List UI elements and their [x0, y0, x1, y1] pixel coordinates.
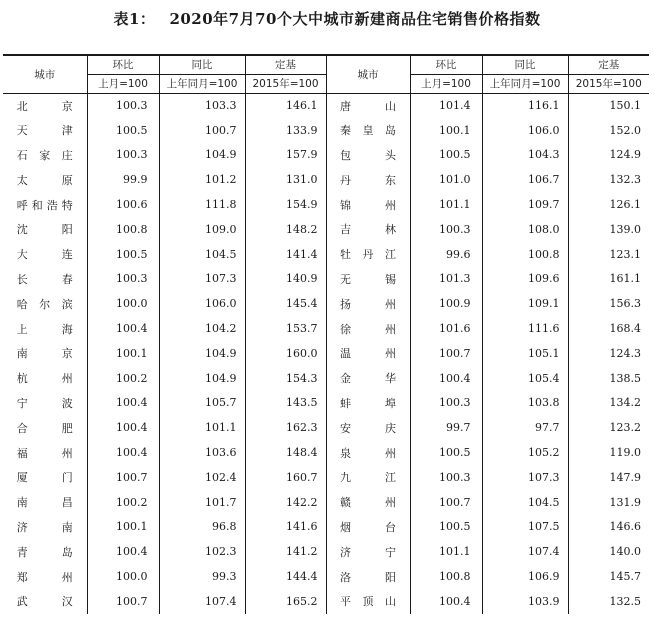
city-name: 杭州 [16, 372, 73, 386]
city-name: 泉州 [340, 446, 396, 460]
yoy-index-cell: 106.9 [482, 564, 568, 589]
mom-index-cell: 100.7 [87, 589, 159, 614]
city-name-cell [326, 539, 410, 564]
city-name-cell [3, 515, 87, 540]
city-name: 青岛 [16, 545, 73, 559]
fixed-base-index-cell: 148.2 [245, 217, 326, 242]
city-name: 安庆 [340, 421, 396, 435]
mom-index-cell: 101.3 [410, 267, 482, 292]
table-title-prefix: 表1： [113, 10, 156, 28]
mom-index-cell: 100.3 [87, 143, 159, 168]
mom-index-cell: 100.6 [87, 192, 159, 217]
fixed-base-index-cell: 154.9 [245, 192, 326, 217]
yoy-index-cell: 104.5 [482, 490, 568, 515]
city-name-cell [326, 192, 410, 217]
city-name-cell [326, 564, 410, 589]
city-name: 徐州 [340, 322, 396, 336]
mom-index-cell: 100.4 [410, 366, 482, 391]
city-name: 太原 [16, 173, 73, 187]
yoy-index-cell: 102.3 [159, 539, 245, 564]
mom-index-cell: 101.4 [410, 93, 482, 118]
city-name-cell [3, 415, 87, 440]
city-name-cell [3, 316, 87, 341]
mom-index-cell: 100.5 [410, 515, 482, 540]
city-name: 丹东 [340, 173, 396, 187]
fixed-base-index-cell: 162.3 [245, 415, 326, 440]
base-group-header-left: 定基 [245, 55, 326, 74]
mom-index-cell: 100.1 [87, 515, 159, 540]
yoy-index-cell: 105.4 [482, 366, 568, 391]
city-name-cell [3, 539, 87, 564]
yoy-index-cell: 109.1 [482, 291, 568, 316]
yoy-index-cell: 99.3 [159, 564, 245, 589]
city-name: 无锡 [340, 272, 396, 286]
city-name: 呼和浩特 [16, 198, 73, 212]
fixed-base-index-cell: 148.4 [245, 440, 326, 465]
fixed-base-index-cell: 157.9 [245, 143, 326, 168]
mom-index-cell: 101.1 [410, 192, 482, 217]
city-name-cell [3, 167, 87, 192]
city-name: 温州 [340, 347, 396, 361]
city-name-cell [326, 415, 410, 440]
yoy-index-cell: 104.9 [159, 366, 245, 391]
fixed-base-index-cell: 168.4 [568, 316, 649, 341]
table-row [3, 267, 649, 292]
city-name-cell [326, 316, 410, 341]
city-name-cell [326, 440, 410, 465]
yoy-index-cell: 107.4 [159, 589, 245, 614]
yoy-index-cell: 100.8 [482, 242, 568, 267]
mom-index-cell: 100.4 [87, 391, 159, 416]
table-row [3, 539, 649, 564]
yoy-index-cell: 97.7 [482, 415, 568, 440]
city-name-cell [326, 465, 410, 490]
mom-index-cell: 100.1 [87, 341, 159, 366]
mom-group-header-left: 环比 [87, 55, 159, 74]
mom-index-cell: 101.6 [410, 316, 482, 341]
mom-index-cell: 100.3 [410, 217, 482, 242]
mom-index-cell: 100.2 [87, 366, 159, 391]
fixed-base-index-cell: 138.5 [568, 366, 649, 391]
city-name-cell [326, 291, 410, 316]
fixed-base-index-cell: 143.5 [245, 391, 326, 416]
yoy-index-cell: 107.5 [482, 515, 568, 540]
fixed-base-index-cell: 156.3 [568, 291, 649, 316]
fixed-base-index-cell: 145.4 [245, 291, 326, 316]
yoy-index-cell: 104.5 [159, 242, 245, 267]
city-name: 南昌 [16, 496, 73, 510]
city-name: 郑州 [16, 570, 73, 584]
fixed-base-index-cell: 147.9 [568, 465, 649, 490]
city-name-cell [3, 589, 87, 614]
city-name: 洛阳 [340, 570, 396, 584]
city-name-cell [326, 589, 410, 614]
city-name-cell [326, 366, 410, 391]
city-name: 厦门 [16, 471, 73, 485]
city-name-cell [326, 167, 410, 192]
mom-index-cell: 100.4 [87, 415, 159, 440]
city-name: 沈阳 [16, 223, 73, 237]
mom-index-cell: 100.0 [87, 564, 159, 589]
fixed-base-index-cell: 150.1 [568, 93, 649, 118]
fixed-base-index-cell: 145.7 [568, 564, 649, 589]
price-index-table [3, 54, 649, 614]
yoy-index-cell: 105.7 [159, 391, 245, 416]
mom-index-cell: 99.7 [410, 415, 482, 440]
city-name-cell [3, 465, 87, 490]
city-name-cell [3, 391, 87, 416]
city-name-cell [3, 366, 87, 391]
fixed-base-index-cell: 160.7 [245, 465, 326, 490]
city-name-cell [3, 118, 87, 143]
yoy-index-cell: 107.4 [482, 539, 568, 564]
city-name-cell [3, 341, 87, 366]
yoy-index-cell: 107.3 [159, 267, 245, 292]
yoy-index-cell: 108.0 [482, 217, 568, 242]
city-name: 牡丹江 [340, 248, 396, 262]
yoy-index-cell: 104.9 [159, 143, 245, 168]
fixed-base-index-cell: 144.4 [245, 564, 326, 589]
mom-index-cell: 100.7 [410, 490, 482, 515]
fixed-base-index-cell: 152.0 [568, 118, 649, 143]
table-body [3, 93, 649, 614]
table-row [3, 118, 649, 143]
table-row [3, 192, 649, 217]
city-name-cell [3, 192, 87, 217]
fixed-base-index-cell: 132.3 [568, 167, 649, 192]
table-row [3, 564, 649, 589]
yoy-index-cell: 103.3 [159, 93, 245, 118]
yoy-index-cell: 111.6 [482, 316, 568, 341]
city-name: 石家庄 [16, 148, 73, 162]
fixed-base-index-cell: 140.9 [245, 267, 326, 292]
mom-index-cell: 100.0 [87, 291, 159, 316]
city-name: 烟台 [340, 520, 396, 534]
city-name-cell [3, 93, 87, 118]
fixed-base-index-cell: 160.0 [245, 341, 326, 366]
city-name-cell [326, 217, 410, 242]
city-name-cell [326, 242, 410, 267]
fixed-base-index-cell: 141.4 [245, 242, 326, 267]
table-row [3, 217, 649, 242]
mom-index-cell: 100.5 [87, 118, 159, 143]
city-name: 武汉 [16, 595, 73, 609]
yoy-index-cell: 105.1 [482, 341, 568, 366]
yoy-index-cell: 102.4 [159, 465, 245, 490]
mom-index-cell: 100.4 [87, 539, 159, 564]
yoy-index-cell: 103.9 [482, 589, 568, 614]
yoy-group-header-right: 同比 [482, 55, 568, 74]
mom-index-cell: 100.4 [410, 589, 482, 614]
city-name-cell [326, 118, 410, 143]
mom-base-header-left: 上月=100 [87, 74, 159, 93]
table-row [3, 291, 649, 316]
fixed-base-index-cell: 126.1 [568, 192, 649, 217]
yoy-index-cell: 101.7 [159, 490, 245, 515]
city-name: 九江 [340, 471, 396, 485]
city-name: 吉林 [340, 223, 396, 237]
table-row [3, 316, 649, 341]
city-name-cell [3, 143, 87, 168]
table-row [3, 465, 649, 490]
yoy-index-cell: 109.6 [482, 267, 568, 292]
yoy-index-cell: 101.2 [159, 167, 245, 192]
mom-index-cell: 99.6 [410, 242, 482, 267]
table-row [3, 143, 649, 168]
mom-index-cell: 101.1 [410, 539, 482, 564]
fixed-base-index-cell: 146.6 [568, 515, 649, 540]
city-name: 锦州 [340, 198, 396, 212]
table-row [3, 93, 649, 118]
yoy-index-cell: 106.7 [482, 167, 568, 192]
city-name-cell [326, 515, 410, 540]
table-title [0, 8, 654, 29]
city-name: 济南 [16, 520, 73, 534]
fixed-base-index-cell: 153.7 [245, 316, 326, 341]
mom-index-cell: 100.3 [87, 93, 159, 118]
yoy-index-cell: 103.8 [482, 391, 568, 416]
mom-index-cell: 100.4 [87, 440, 159, 465]
fixed-base-index-cell: 142.2 [245, 490, 326, 515]
table-row [3, 490, 649, 515]
mom-group-header-right: 环比 [410, 55, 482, 74]
city-name-cell [326, 93, 410, 118]
city-name: 北京 [16, 99, 73, 113]
fixed-base-index-cell: 134.2 [568, 391, 649, 416]
table-row [3, 341, 649, 366]
city-name-cell [326, 267, 410, 292]
yoy-index-cell: 104.3 [482, 143, 568, 168]
city-name-cell [3, 267, 87, 292]
fixed-base-index-cell: 123.1 [568, 242, 649, 267]
table-header [3, 55, 649, 93]
mom-index-cell: 100.2 [87, 490, 159, 515]
city-name: 南京 [16, 347, 73, 361]
city-name-cell [3, 291, 87, 316]
yoy-index-cell: 109.0 [159, 217, 245, 242]
mom-index-cell: 99.9 [87, 167, 159, 192]
city-name: 福州 [16, 446, 73, 460]
yoy-index-cell: 100.7 [159, 118, 245, 143]
fixed-base-index-cell: 131.9 [568, 490, 649, 515]
table-row [3, 440, 649, 465]
fixed-base-index-cell: 154.3 [245, 366, 326, 391]
mom-index-cell: 100.1 [410, 118, 482, 143]
table-row [3, 167, 649, 192]
city-name: 蚌埠 [340, 396, 396, 410]
fixed-base-index-cell: 123.2 [568, 415, 649, 440]
city-name-cell [3, 242, 87, 267]
mom-base-header-right: 上月=100 [410, 74, 482, 93]
yoy-index-cell: 104.9 [159, 341, 245, 366]
city-column-header-right: 城市 [326, 55, 410, 93]
city-name: 平顶山 [340, 595, 396, 609]
yoy-index-cell: 109.7 [482, 192, 568, 217]
city-column-header-left: 城市 [3, 55, 87, 93]
yoy-base-header-left: 上年同月=100 [159, 74, 245, 93]
mom-index-cell: 100.3 [87, 267, 159, 292]
mom-index-cell: 101.0 [410, 167, 482, 192]
mom-index-cell: 100.5 [410, 143, 482, 168]
table-title-text: 2020年7月70个大中城市新建商品住宅销售价格指数 [169, 10, 541, 28]
yoy-group-header-left: 同比 [159, 55, 245, 74]
yoy-index-cell: 107.3 [482, 465, 568, 490]
city-name: 包头 [340, 148, 396, 162]
city-name: 哈尔滨 [16, 297, 73, 311]
city-name: 长春 [16, 272, 73, 286]
city-name: 唐山 [340, 99, 396, 113]
city-name-cell [3, 564, 87, 589]
fixed-base-index-cell: 141.6 [245, 515, 326, 540]
city-name-cell [3, 217, 87, 242]
city-name: 赣州 [340, 496, 396, 510]
yoy-index-cell: 104.2 [159, 316, 245, 341]
yoy-index-cell: 101.1 [159, 415, 245, 440]
city-name: 金华 [340, 372, 396, 386]
table-row [3, 391, 649, 416]
city-name: 上海 [16, 322, 73, 336]
fixed-base-index-cell: 139.0 [568, 217, 649, 242]
fixed-base-header-right: 2015年=100 [568, 74, 649, 93]
fixed-base-index-cell: 140.0 [568, 539, 649, 564]
table-row [3, 242, 649, 267]
city-name: 秦皇岛 [340, 124, 396, 138]
fixed-base-index-cell: 141.2 [245, 539, 326, 564]
city-name-cell [326, 490, 410, 515]
mom-index-cell: 100.3 [410, 465, 482, 490]
mom-index-cell: 100.9 [410, 291, 482, 316]
fixed-base-index-cell: 124.3 [568, 341, 649, 366]
yoy-index-cell: 106.0 [482, 118, 568, 143]
city-name: 扬州 [340, 297, 396, 311]
city-name: 大连 [16, 248, 73, 262]
table-row [3, 589, 649, 614]
mom-index-cell: 100.4 [87, 316, 159, 341]
yoy-index-cell: 103.6 [159, 440, 245, 465]
city-name: 宁波 [16, 396, 73, 410]
fixed-base-index-cell: 119.0 [568, 440, 649, 465]
mom-index-cell: 100.5 [410, 440, 482, 465]
yoy-index-cell: 116.1 [482, 93, 568, 118]
city-name-cell [326, 143, 410, 168]
table-row [3, 415, 649, 440]
city-name-cell [3, 440, 87, 465]
city-name-cell [326, 391, 410, 416]
yoy-index-cell: 111.8 [159, 192, 245, 217]
mom-index-cell: 100.7 [410, 341, 482, 366]
yoy-index-cell: 96.8 [159, 515, 245, 540]
fixed-base-index-cell: 133.9 [245, 118, 326, 143]
fixed-base-index-cell: 124.9 [568, 143, 649, 168]
fixed-base-index-cell: 161.1 [568, 267, 649, 292]
fixed-base-index-cell: 165.2 [245, 589, 326, 614]
yoy-index-cell: 105.2 [482, 440, 568, 465]
fixed-base-index-cell: 146.1 [245, 93, 326, 118]
city-name: 济宁 [340, 545, 396, 559]
city-name: 天津 [16, 124, 73, 138]
city-name-cell [326, 341, 410, 366]
city-name: 合肥 [16, 421, 73, 435]
mom-index-cell: 100.8 [410, 564, 482, 589]
city-name-cell [3, 490, 87, 515]
table-row [3, 515, 649, 540]
mom-index-cell: 100.7 [87, 465, 159, 490]
yoy-base-header-right: 上年同月=100 [482, 74, 568, 93]
mom-index-cell: 100.5 [87, 242, 159, 267]
base-group-header-right: 定基 [568, 55, 649, 74]
fixed-base-header-left: 2015年=100 [245, 74, 326, 93]
table-row [3, 366, 649, 391]
yoy-index-cell: 106.0 [159, 291, 245, 316]
fixed-base-index-cell: 131.0 [245, 167, 326, 192]
mom-index-cell: 100.8 [87, 217, 159, 242]
mom-index-cell: 100.3 [410, 391, 482, 416]
fixed-base-index-cell: 132.5 [568, 589, 649, 614]
